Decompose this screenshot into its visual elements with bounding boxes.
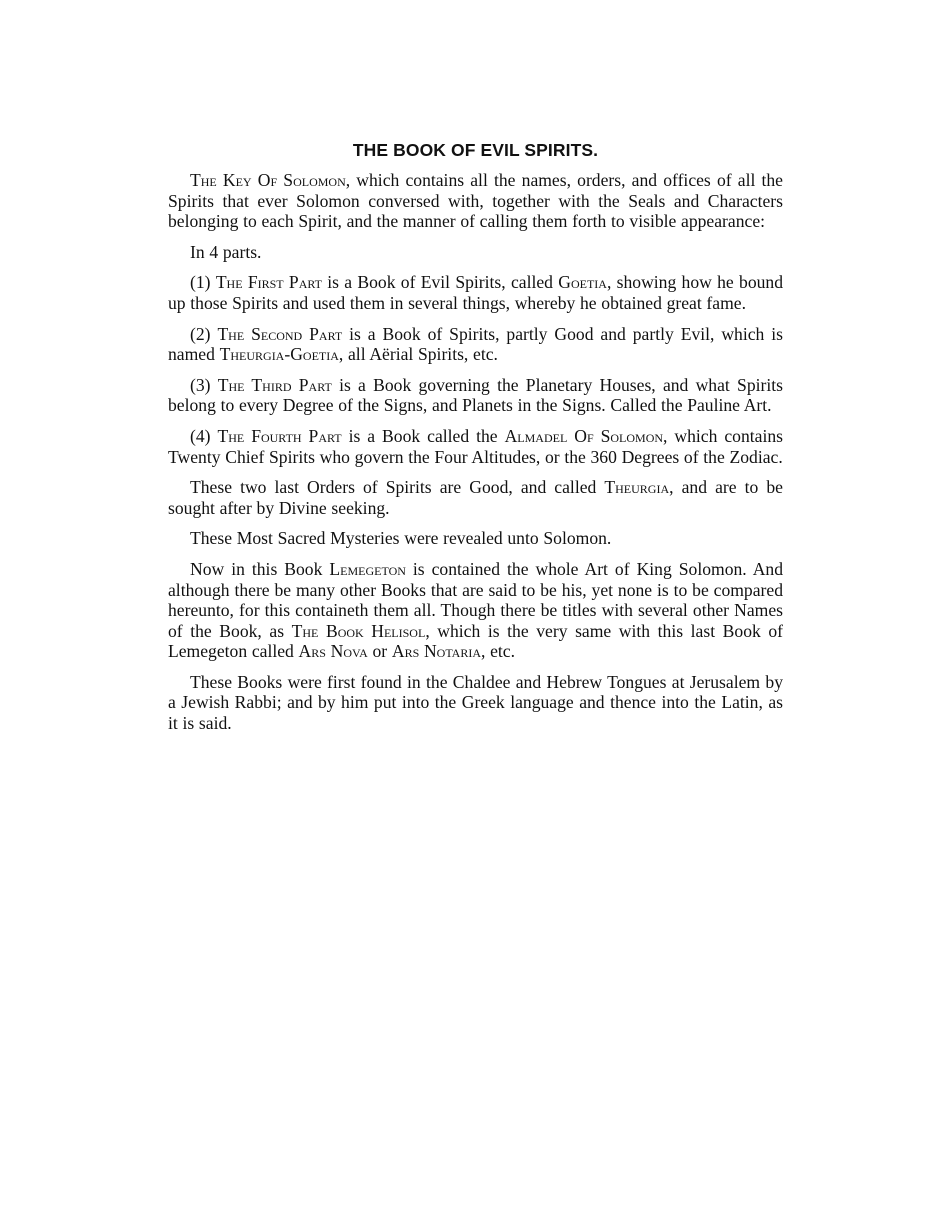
text-run: , and are to be sought after by Divine seeking. bbox=[168, 477, 783, 518]
text-run: , which contains Twenty Chief Spirits who govern the Four Altitudes, or the 360 Degrees of the Zodiac. bbox=[168, 425, 783, 467]
paragraph bbox=[168, 672, 783, 734]
small-caps-term: The First Part bbox=[215, 272, 322, 293]
text-run: is a Book called the bbox=[341, 425, 505, 446]
text-run: is a Book of Evil Spirits, called bbox=[321, 272, 559, 293]
paragraph bbox=[168, 272, 783, 313]
text-run: or bbox=[367, 641, 392, 662]
small-caps-term: Ars Nova bbox=[298, 641, 368, 662]
text-run: (3) bbox=[190, 374, 218, 395]
document-body bbox=[168, 170, 783, 734]
small-caps-term: The Fourth Part bbox=[217, 425, 342, 446]
text-run: In 4 parts. bbox=[190, 241, 262, 262]
small-caps-term: Lemegeton bbox=[329, 558, 406, 579]
paragraph bbox=[168, 242, 783, 263]
small-caps-term: The Key Of Solomon bbox=[190, 170, 346, 190]
paragraph bbox=[168, 477, 783, 518]
small-caps-term: The Book Helisol bbox=[291, 620, 426, 641]
paragraph bbox=[168, 426, 783, 467]
paragraph bbox=[168, 559, 783, 662]
text-run: , showing how he bound up those Spirits and used them in several things, whereby he obtained great fame. bbox=[168, 272, 784, 313]
text-run: (4) bbox=[190, 425, 218, 446]
small-caps-term: Goetia bbox=[558, 272, 607, 293]
small-caps-term: The Third Part bbox=[217, 374, 332, 395]
small-caps-term: Almadel Of Solomon bbox=[504, 425, 664, 446]
text-run: These Books were first found in the Chaldee and Hebrew Tongues at Jerusalem by a Jewish Rabbi; and by him put into the Greek language and thence into the Latin, as it is said. bbox=[168, 671, 783, 734]
paragraph bbox=[168, 528, 783, 549]
text-run: , which contains all the names, orders, and offices of all the Spirits that ever Solomon conversed with, together with the Seals and Characters belonging to each Spirit, and the manner of calling them forth to visible appearance: bbox=[168, 170, 783, 232]
text-run: is a Book governing the Planetary Houses, and what Spirits belong to every Degree of the Signs, and Planets in the Signs. Called the Pauline Art. bbox=[168, 374, 783, 416]
small-caps-term: Ars Notaria bbox=[391, 641, 482, 662]
document-page bbox=[168, 140, 783, 744]
small-caps-term: The Second Part bbox=[217, 323, 343, 344]
text-run: These Most Sacred Mysteries were revealed unto Solomon. bbox=[190, 528, 612, 549]
text-run: (1) bbox=[190, 272, 216, 293]
text-run: , which is the very same with this last Book of Lemegeton called bbox=[168, 620, 784, 662]
text-run: These two last Orders of Spirits are Good, and called bbox=[190, 477, 605, 498]
text-run: Now in this Book bbox=[190, 558, 330, 579]
page-title: THE BOOK OF EVIL SPIRITS. bbox=[352, 140, 599, 160]
paragraph bbox=[168, 170, 783, 232]
text-run: (2) bbox=[190, 323, 218, 344]
small-caps-term: Theurgia-Goetia bbox=[219, 344, 339, 365]
small-caps-term: Theurgia bbox=[604, 477, 670, 498]
text-run: , etc. bbox=[481, 641, 516, 662]
text-run: , all Aërial Spirits, etc. bbox=[338, 344, 498, 365]
text-run: is a Book of Spirits, partly Good and partly Evil, which is named bbox=[168, 323, 783, 365]
paragraph bbox=[168, 324, 783, 365]
text-run: is contained the whole Art of King Solomon. And although there be many other Books that are said to be his, yet none is to be compared hereunto, for this containeth them all. Though there be titles with several other Names of the Book, as bbox=[168, 558, 784, 641]
paragraph bbox=[168, 375, 783, 416]
